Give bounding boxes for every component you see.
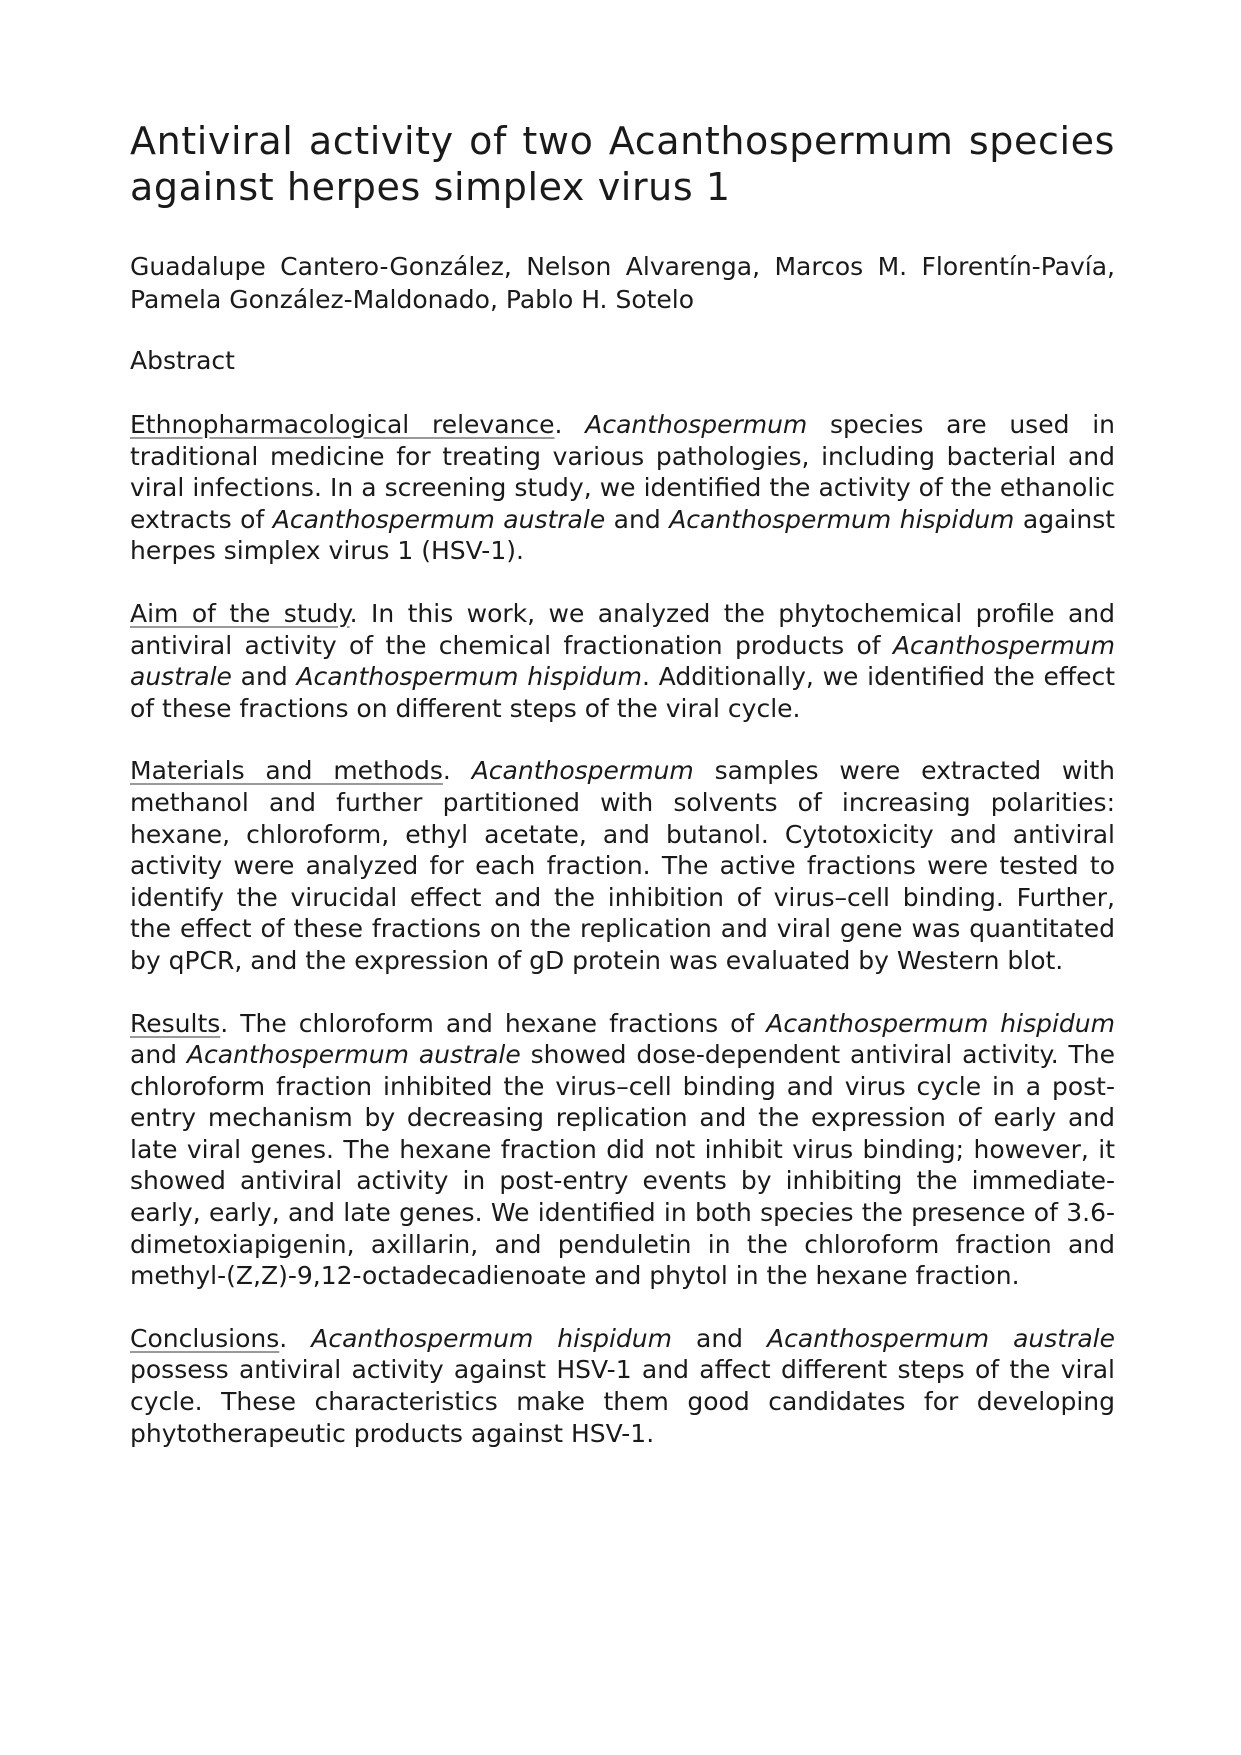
- section-label-methods: Materials and methods: [130, 756, 443, 786]
- section-results: [130, 1008, 1115, 1292]
- species-name: Acanthospermum australe: [272, 504, 606, 534]
- section-relevance: [130, 409, 1115, 567]
- section-text: against herpes simplex virus 1 (HSV-1).: [130, 504, 1116, 566]
- section-aim: [130, 598, 1115, 724]
- section-text: and: [231, 662, 297, 692]
- section-label-relevance: Ethnopharmacological relevance: [130, 410, 555, 439]
- section-text: .: [442, 756, 472, 786]
- species-name: Acanthospermum australe: [767, 1323, 1116, 1353]
- section-text: .: [554, 410, 586, 439]
- paper-title: Antiviral activity of two Acanthospermum species against herpes simplex virus 1: [130, 119, 1115, 209]
- species-name: Acanthospermum hispidum: [296, 662, 642, 692]
- section-text: . In this work, we analyzed the phytochemical profile and antiviral activity of the chemical fractionation products of: [130, 598, 1116, 660]
- section-label-conclusions: Conclusions: [130, 1323, 280, 1353]
- section-text: . Additionally, we identified the effect of these fractions on different steps of the viral cycle.: [130, 662, 1116, 723]
- species-name: Acanthospermum hispidum: [311, 1323, 672, 1353]
- section-text: . The chloroform and hexane fractions of: [220, 1008, 767, 1038]
- section-text: and: [672, 1323, 768, 1353]
- species-name: Acanthospermum hispidum: [669, 504, 1015, 534]
- section-text: and: [130, 1040, 187, 1070]
- section-text: and: [605, 504, 670, 534]
- section-label-aim: Aim of the study: [130, 598, 350, 628]
- section-text: samples were extracted with methanol and further partitioned with solvents of increasing polarities: hexane, chloroform, ethyl acetate, and butanol. Cytotoxicity and antiviral activity were analyzed for each fraction. The active fractions were tested to identify the virucidal effect and the inhibition of virus–cell binding. Further, the effect of these fractions on the replication and viral gene was quantitated by qPCR, and the expression of gD protein was evaluated by Western blot.: [130, 756, 1115, 975]
- author-list: Guadalupe Cantero-González, Nelson Alvarenga, Marcos M. Florentín-Pavía, Pamela González-Maldonado, Pablo H. Sotelo: [130, 252, 1115, 314]
- paper-page: [130, 118, 1115, 1480]
- section-label-results: Results: [130, 1008, 221, 1038]
- species-name: Acanthospermum: [471, 756, 694, 786]
- species-name: Acanthospermum: [585, 410, 808, 439]
- species-name: Acanthospermum hispidum: [766, 1008, 1115, 1038]
- section-conclusions: [130, 1323, 1115, 1449]
- section-text: species are used in traditional medicine for treating various pathologies, including bacterial and viral infections. In a screening study, we identified the activity of the ethanolic extracts of: [130, 410, 1115, 534]
- species-name: Acanthospermum australe: [186, 1040, 521, 1070]
- section-methods: [130, 755, 1115, 976]
- section-text: .: [279, 1323, 312, 1353]
- section-text: showed dose-dependent antiviral activity. The chloroform fraction inhibited the virus–cell binding and virus cycle in a post-entry mechanism by decreasing replication and the expression of early and late viral genes. The hexane fraction did not inhibit virus binding; however, it showed antiviral activity in post-entry events by inhibiting the immediate-early, early, and late genes. We identified in both species the presence of 3.6-dimetoxiapigenin, axillarin, and penduletin in the chloroform fraction and methyl-(Z,Z)-9,12-octadecadienoate and phytol in the hexane fraction.: [130, 1040, 1116, 1291]
- species-name: Acanthospermum australe: [130, 630, 1115, 692]
- section-text: possess antiviral activity against HSV-1 and affect different steps of the viral cycle. These characteristics make them good candidates for developing phytotherapeutic products against HSV-1.: [130, 1355, 1115, 1448]
- abstract-heading: Abstract: [130, 346, 235, 375]
